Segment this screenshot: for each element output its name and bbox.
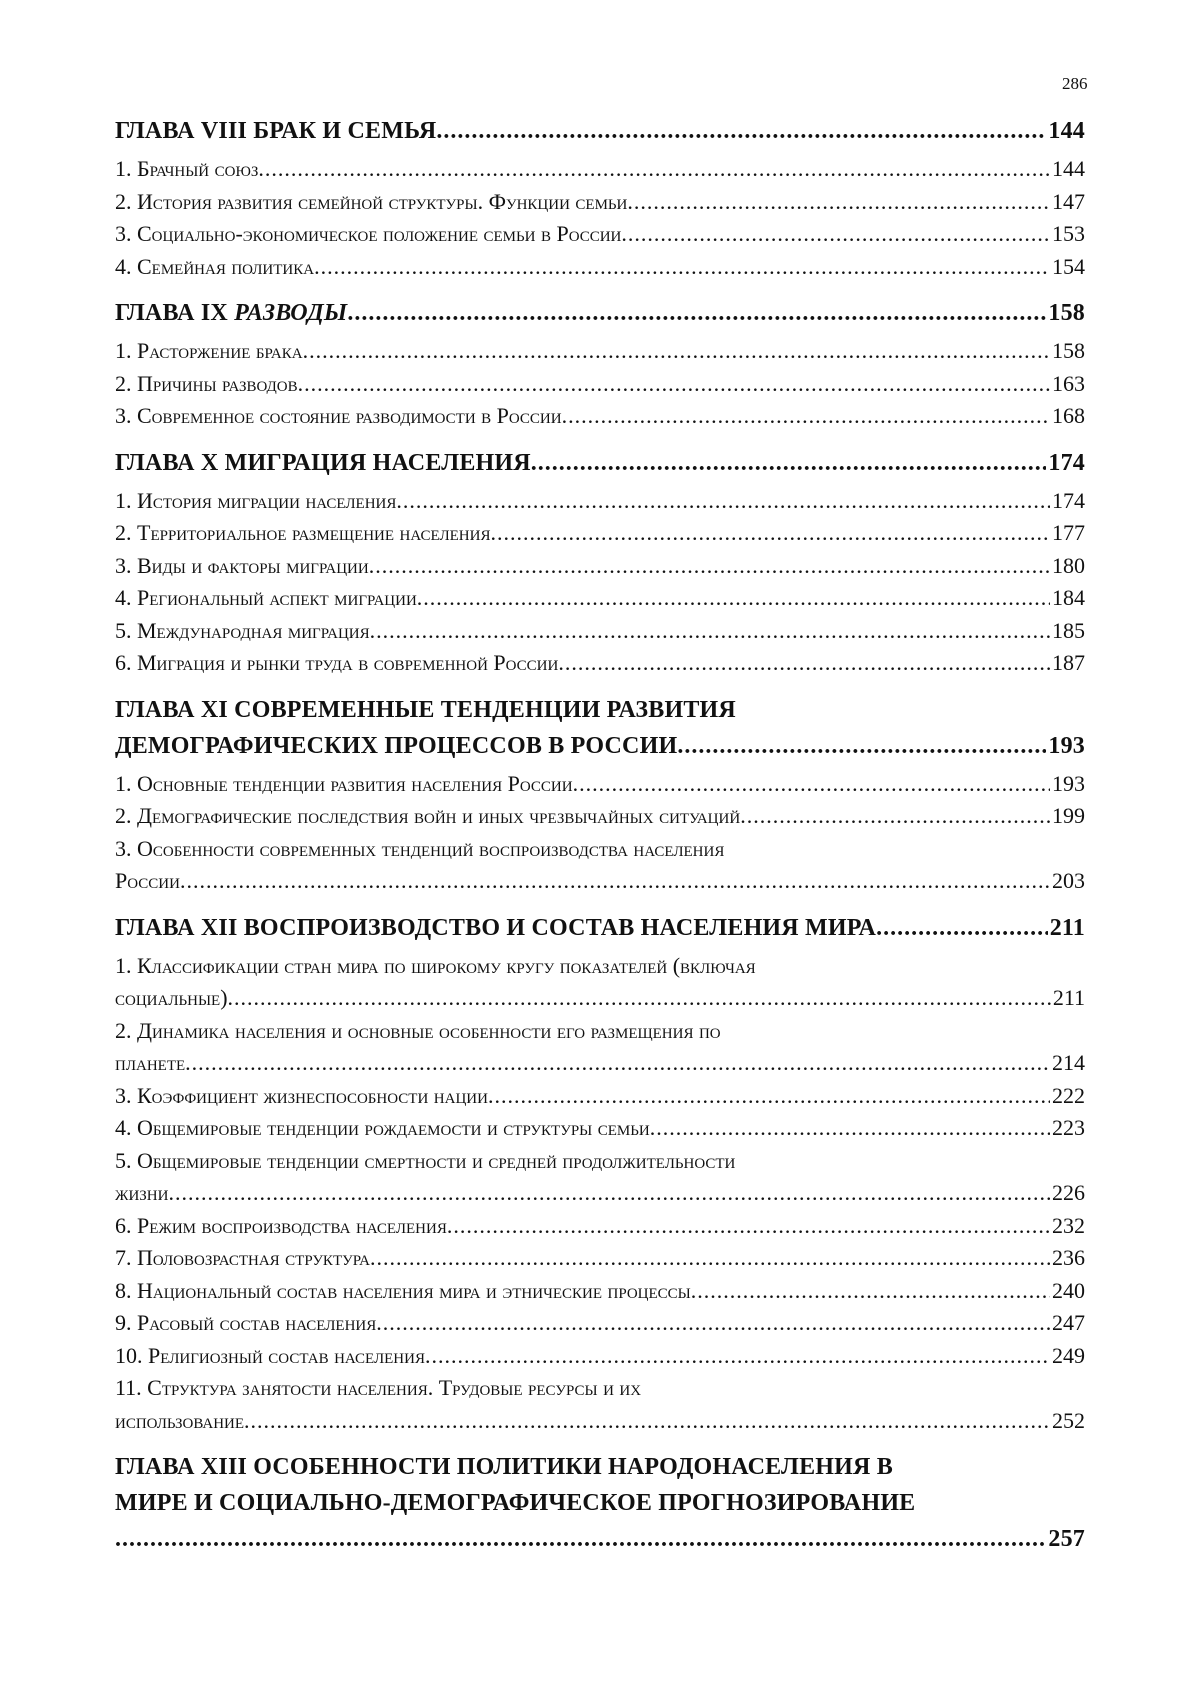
page-ref: 193	[1048, 732, 1085, 759]
section-title: 10. Религиозный состав населения	[115, 1342, 425, 1368]
page-ref: 226	[1052, 1180, 1085, 1205]
entry-text	[115, 1112, 650, 1145]
section-title: жизни	[115, 1180, 169, 1205]
dot-leader	[244, 1405, 1050, 1438]
entry-text	[115, 485, 396, 518]
dot-leader	[677, 728, 1046, 764]
entry-text	[115, 728, 677, 764]
dot-leader	[573, 768, 1050, 801]
section-title: 4. Семейная политика	[115, 253, 315, 279]
entry-text	[115, 368, 298, 401]
section-title: социальные)	[115, 985, 228, 1010]
entry-text	[115, 982, 228, 1015]
section-entry	[115, 368, 1085, 401]
entry-text	[115, 800, 740, 833]
dot-leader	[417, 582, 1050, 615]
page-ref: 158	[1048, 300, 1085, 326]
section-entry	[115, 251, 1085, 284]
entry-text	[115, 1275, 691, 1308]
chapter-title	[115, 445, 1085, 481]
table-of-contents	[115, 113, 1085, 1557]
section-title: 6. Миграция и рынки труда в современной России	[115, 650, 559, 675]
page-ref: 144	[1048, 118, 1085, 144]
page-ref: 252	[1052, 1407, 1085, 1433]
dot-leader	[314, 251, 1050, 284]
dot-leader	[347, 295, 1046, 331]
chapter-title-line	[115, 728, 1085, 764]
section-title: 5. Международная миграция	[115, 617, 370, 643]
section-title: 4. Общемировые тенденции рождаемости и структуры семьи	[115, 1115, 650, 1140]
chapter-title	[115, 910, 1085, 946]
chapter-title-line	[115, 295, 1085, 331]
section-entry	[115, 1177, 1085, 1210]
chapter-title-line: МИРЕ И СОЦИАЛЬНО-ДЕМОГРАФИЧЕСКОЕ ПРОГНОЗИРОВАНИЕ	[115, 1490, 916, 1516]
section-title: 6. Режим воспроизводства населения	[115, 1212, 447, 1238]
section-title: 2. Причины разводов	[115, 370, 298, 396]
chapter-entry	[115, 1449, 1085, 1557]
section-entry	[115, 1340, 1085, 1373]
chapter-title-line	[115, 1521, 1085, 1557]
page-ref: 232	[1052, 1212, 1085, 1238]
dot-leader	[370, 1242, 1050, 1275]
entry-text	[115, 910, 876, 946]
section-entry	[115, 768, 1085, 801]
section-title: планете	[115, 1050, 186, 1075]
chapter-title-text: ГЛАВА XII ВОСПРОИЗВОДСТВО И СОСТАВ НАСЕЛЕНИЯ МИРА	[115, 914, 877, 941]
section-title: 9. Расовый состав населения	[115, 1310, 377, 1335]
section-title: 4. Региональный аспект миграции	[115, 585, 417, 610]
chapter-title-line	[115, 113, 1085, 149]
chapter-title-line	[115, 910, 1085, 946]
page-ref: 144	[1052, 156, 1085, 181]
page-ref: 211	[1049, 914, 1085, 941]
section-title: 3. Виды и факторы миграции	[115, 552, 369, 578]
section-entry	[115, 1210, 1085, 1243]
page-ref: 257	[1048, 1526, 1085, 1552]
page-number: 286	[1062, 74, 1088, 93]
page-ref: 177	[1052, 520, 1085, 545]
chapter-title-line	[115, 445, 1085, 481]
dot-leader	[740, 800, 1050, 833]
entry-text	[115, 582, 417, 615]
dot-leader	[303, 335, 1050, 368]
section-title: 7. Половозрастная структура	[115, 1245, 370, 1270]
section-title: 3. Социально-экономическое положение семьи в России	[115, 221, 622, 246]
chapter-title-text: ГЛАВА VIII БРАК И СЕМЬЯ	[115, 118, 437, 144]
page-ref: 222	[1052, 1082, 1085, 1108]
dot-leader	[691, 1275, 1050, 1308]
dot-leader	[490, 517, 1050, 550]
section-title: 3. Коэффициент жизнеспособности нации	[115, 1082, 488, 1108]
page-ref: 163	[1052, 370, 1085, 396]
section-entry	[115, 153, 1085, 186]
page-ref: 193	[1052, 770, 1085, 796]
section-title: 1. Основные тенденции развития населения России	[115, 770, 573, 796]
dot-leader	[376, 1307, 1050, 1340]
entry-text	[115, 615, 370, 648]
section-entry	[115, 1275, 1085, 1308]
page-ref: 180	[1052, 552, 1085, 578]
page-ref: 199	[1052, 803, 1085, 828]
page-ref: 214	[1052, 1050, 1085, 1075]
dot-leader	[627, 186, 1050, 219]
chapter-title	[115, 113, 1085, 149]
chapter-entry	[115, 692, 1085, 898]
section-entry	[115, 517, 1085, 550]
section-title: 2. История развития семейной структуры. Функции семьи	[115, 188, 628, 214]
section-entry	[115, 550, 1085, 583]
section-entry-line: 3. Особенности современных тенденций воспроизводства населения	[115, 835, 725, 861]
chapter-title-line: ГЛАВА XI СОВРЕМЕННЫЕ ТЕНДЕНЦИИ РАЗВИТИЯ	[115, 696, 736, 723]
entry-text	[115, 1177, 168, 1210]
section-entry	[115, 485, 1085, 518]
section-entry	[115, 1047, 1085, 1080]
chapter-title-text: ГЛАВА X МИГРАЦИЯ НАСЕЛЕНИЯ	[115, 449, 531, 476]
dot-leader	[531, 445, 1047, 481]
section-title: 8. Национальный состав населения мира и этнические процессы	[115, 1277, 691, 1303]
dot-leader	[168, 1177, 1050, 1210]
chapter-entry	[115, 113, 1085, 283]
dot-leader	[115, 1521, 1046, 1557]
section-title: 3. Современное состояние разводимости в России	[115, 403, 562, 428]
dot-leader	[876, 910, 1048, 946]
chapter-title-line: ДЕМОГРАФИЧЕСКИХ ПРОЦЕССОВ В РОССИИ	[115, 732, 678, 759]
entry-text	[115, 1047, 185, 1080]
chapter-entry	[115, 295, 1085, 433]
section-entry	[115, 186, 1085, 219]
entry-text	[115, 1405, 244, 1438]
entry-text	[115, 218, 621, 251]
dot-leader	[396, 485, 1050, 518]
dot-leader	[621, 218, 1050, 251]
dot-leader	[425, 1340, 1050, 1373]
section-entry-line: 2. Динамика населения и основные особенности его размещения по	[115, 1017, 721, 1043]
section-list	[115, 950, 1085, 1438]
section-list	[115, 153, 1085, 283]
entry-text	[115, 1242, 370, 1275]
section-entry	[115, 800, 1085, 833]
section-entry	[115, 582, 1085, 615]
entry-text	[115, 186, 627, 219]
chapter-title	[115, 295, 1085, 331]
section-entry	[115, 218, 1085, 251]
chapter-title	[115, 1449, 1085, 1557]
page-ref: 240	[1052, 1277, 1085, 1303]
section-list	[115, 335, 1085, 433]
page-ref: 174	[1052, 487, 1085, 513]
section-entry	[115, 1307, 1085, 1340]
page-ref: 147	[1052, 188, 1085, 214]
page-ref: 168	[1052, 403, 1085, 428]
entry-text	[115, 400, 562, 433]
page-ref: 185	[1052, 617, 1085, 643]
chapter-title-italic: РАЗВОДЫ	[234, 300, 348, 326]
entry-text	[115, 768, 573, 801]
entry-text	[115, 550, 369, 583]
section-entry	[115, 865, 1085, 898]
section-entry	[115, 1080, 1085, 1113]
section-entry	[115, 647, 1085, 680]
page-ref: 203	[1052, 868, 1085, 893]
page-ref: 249	[1052, 1342, 1085, 1368]
section-entry	[115, 615, 1085, 648]
chapter-title-line: ГЛАВА XIII ОСОБЕННОСТИ ПОЛИТИКИ НАРОДОНАСЕЛЕНИЯ В	[115, 1454, 893, 1480]
chapter-entry	[115, 445, 1085, 680]
entry-text	[115, 251, 314, 284]
section-title: 1. История миграции населения	[115, 487, 397, 513]
page-ref: 174	[1048, 449, 1085, 476]
entry-text	[115, 1340, 425, 1373]
section-entry	[115, 335, 1085, 368]
page-ref: 184	[1052, 585, 1085, 610]
entry-text	[115, 1307, 376, 1340]
section-title: использование	[115, 1407, 245, 1433]
section-list	[115, 768, 1085, 898]
section-entry	[115, 1405, 1085, 1438]
entry-text	[115, 1080, 488, 1113]
section-list	[115, 485, 1085, 680]
page-ref: 158	[1052, 338, 1085, 363]
chapter-title	[115, 692, 1085, 764]
dot-leader	[558, 647, 1050, 680]
dot-leader	[298, 368, 1050, 401]
page-ref: 211	[1052, 985, 1085, 1010]
section-entry-line: 5. Общемировые тенденции смертности и средней продолжительности	[115, 1147, 736, 1173]
dot-leader	[650, 1112, 1050, 1145]
dot-leader	[258, 153, 1050, 186]
dot-leader	[488, 1080, 1050, 1113]
section-entry	[115, 400, 1085, 433]
section-title: России	[115, 868, 180, 893]
entry-text	[115, 865, 180, 898]
entry-text	[115, 295, 347, 331]
page-ref: 247	[1052, 1310, 1085, 1335]
page-ref: 223	[1052, 1115, 1085, 1140]
section-entry-line: 11. Структура занятости населения. Трудовые ресурсы и их	[115, 1375, 642, 1400]
entry-text	[115, 1210, 447, 1243]
chapter-title-text: ГЛАВА IX	[115, 300, 235, 326]
entry-text	[115, 335, 303, 368]
dot-leader	[436, 113, 1046, 149]
page-ref: 154	[1052, 253, 1085, 279]
section-title: 1. Брачный союз	[115, 156, 259, 181]
dot-leader	[447, 1210, 1050, 1243]
dot-leader	[180, 865, 1050, 898]
page-ref: 236	[1052, 1245, 1085, 1270]
section-title: 2. Территориальное размещение населения	[115, 520, 491, 545]
dot-leader	[228, 982, 1051, 1015]
page-ref: 153	[1052, 221, 1085, 246]
section-entry-line: 1. Классификации стран мира по широкому кругу показателей (включая	[115, 952, 756, 978]
section-title: 2. Демографические последствия войн и иных чрезвычайных ситуаций	[115, 803, 741, 828]
dot-leader	[562, 400, 1050, 433]
entry-text	[115, 445, 531, 481]
entry-text	[115, 517, 490, 550]
dot-leader	[185, 1047, 1050, 1080]
entry-text	[115, 113, 436, 149]
section-entry	[115, 1242, 1085, 1275]
section-entry	[115, 982, 1085, 1015]
section-title: 1. Расторжение брака	[115, 338, 303, 363]
entry-text	[115, 153, 258, 186]
dot-leader	[369, 550, 1050, 583]
entry-text	[115, 647, 558, 680]
dot-leader	[370, 615, 1050, 648]
chapter-entry	[115, 910, 1085, 1438]
page-ref: 187	[1052, 650, 1085, 675]
section-entry	[115, 1112, 1085, 1145]
